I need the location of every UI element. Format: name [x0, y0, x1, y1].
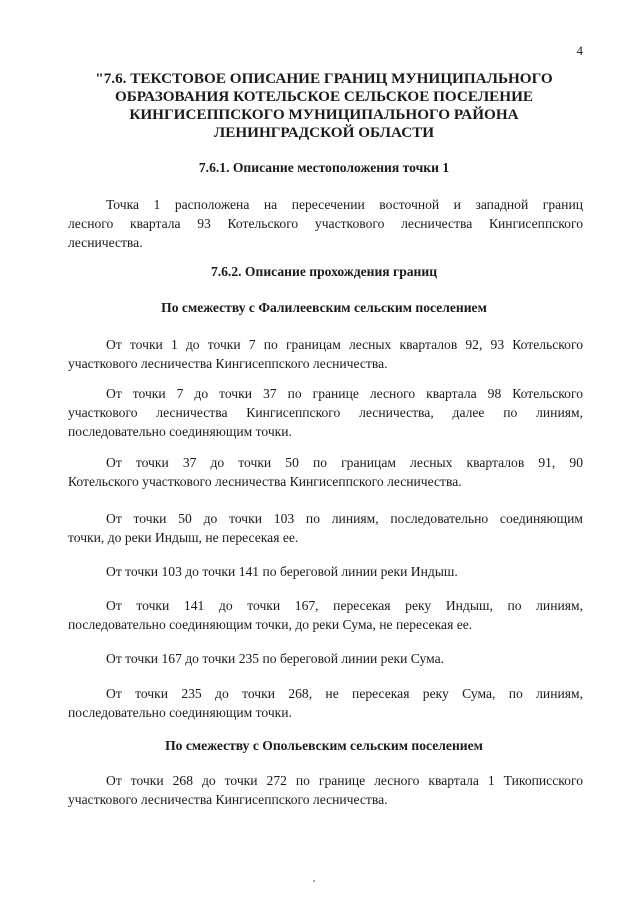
paragraph-line: От точки 103 до точки 141 по береговой линии реки Индыш.: [106, 564, 458, 579]
subsection-heading-falileevskoe: По смежеству с Фалилеевским сельским поселением: [161, 300, 487, 315]
paragraph-line: От точки 7 до точки 37 по границе лесного квартала 98 Котельского: [106, 386, 583, 401]
paragraph-line: От точки 1 до точки 7 по границам лесных кварталов 92, 93 Котельского: [106, 337, 583, 352]
title-line: ЛЕНИНГРАДСКОЙ ОБЛАСТИ: [213, 124, 435, 141]
paragraph-line: От точки 167 до точки 235 по береговой линии реки Сума.: [106, 651, 445, 666]
paragraph-line: последовательно соединяющим точки.: [68, 705, 292, 720]
paragraph-line: участкового лесничества Кингисеппского лесничества.: [68, 792, 388, 807]
paragraph-line: Точка 1 расположена на пересечении восточной и западной границ: [106, 197, 583, 212]
title-line: ОБРАЗОВАНИЯ КОТЕЛЬСКОЕ СЕЛЬСКОЕ ПОСЕЛЕНИЕ: [114, 88, 534, 105]
paragraph-boundary: [68, 771, 583, 809]
paragraph-boundary: [68, 562, 583, 581]
section-heading-761: 7.6.1. Описание местоположения точки 1: [198, 160, 450, 175]
paragraph-boundary: [68, 335, 583, 373]
paragraph-line: участкового лесничества Кингисеппского лесничества.: [68, 356, 388, 371]
title-line: КИНГИСЕППСКОГО МУНИЦИПАЛЬНОГО РАЙОНА: [129, 106, 519, 123]
paragraph-line: От точки 268 до точки 272 по границе лесного квартала 1 Тикописского: [106, 773, 583, 788]
paragraph-line: лесного квартала 93 Котельского участкового лесничества Кингисеппского: [68, 216, 583, 231]
paragraph-boundary: [68, 453, 583, 491]
paragraph-point-1-location: [68, 195, 583, 252]
paragraph-line: лесничества.: [68, 235, 143, 250]
paragraph-boundary: [68, 649, 583, 668]
page-number: 4: [576, 43, 583, 58]
paragraph-line: Котельского участкового лесничества Кингисеппского лесничества.: [68, 474, 462, 489]
paragraph-line: От точки 37 до точки 50 по границам лесных кварталов 91, 90: [106, 455, 583, 470]
subsection-heading-opolevskoe: По смежеству с Опольевским сельским поселением: [165, 738, 483, 753]
paragraph-line: От точки 50 до точки 103 по линиям, последовательно соединяющим: [106, 511, 583, 526]
document-title: [70, 70, 578, 142]
section-heading-762: 7.6.2. Описание прохождения границ: [210, 264, 438, 279]
paragraph-line: От точки 141 до точки 167, пересекая реку Индыш, по линиям,: [106, 598, 583, 613]
paragraph-boundary: [68, 384, 583, 441]
title-line: "7.6. ТЕКСТОВОЕ ОПИСАНИЕ ГРАНИЦ МУНИЦИПАЛЬНОГО: [95, 70, 553, 87]
paragraph-boundary: [68, 684, 583, 722]
paragraph-line: последовательно соединяющим точки.: [68, 424, 292, 439]
paragraph-boundary: [68, 596, 583, 634]
paragraph-line: От точки 235 до точки 268, не пересекая реку Сума, по линиям,: [106, 686, 583, 701]
paragraph-line: последовательно соединяющим точки, до реки Сума, не пересекая ее.: [68, 617, 473, 632]
scan-speck: [313, 880, 315, 882]
paragraph-boundary: [68, 509, 583, 547]
paragraph-line: участкового лесничества Кингисеппского лесничества, далее по линиям,: [68, 405, 583, 420]
paragraph-line: точки, до реки Индыш, не пересекая ее.: [68, 530, 299, 545]
